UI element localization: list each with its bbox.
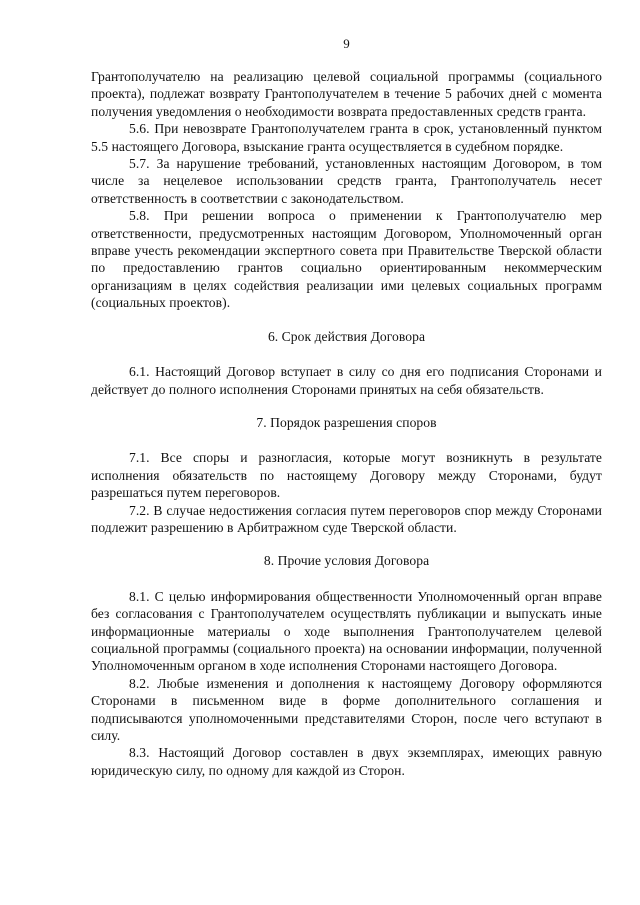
paragraph-7-1: 7.1. Все споры и разногласия, которые могут возникнуть в результате исполнения обязательств по настоящему Договору между Сторонами, будут разрешаться путем переговоров. <box>91 450 602 501</box>
paragraph-8-2: 8.2. Любые изменения и дополнения к настоящему Договору оформляются Сторонами в письменном виде в форме дополнительного соглашения и подписываются уполномоченными представителями Сторон, после чего вступают в силу. <box>91 675 602 743</box>
section-heading-7: 7. Порядок разрешения споров <box>256 414 437 430</box>
document-body <box>91 68 602 779</box>
paragraph-7-2: 7.2. В случае недостижения согласия путем переговоров спор между Сторонами подлежит разрешению в Арбитражном суде Тверской области. <box>91 502 602 535</box>
paragraph-6-1: 6.1. Настоящий Договор вступает в силу со дня его подписания Сторонами и действует до полного исполнения Сторонами принятых на себя обязательств. <box>91 364 602 397</box>
paragraph-8-1: 8.1. С целью информирования общественности Уполномоченный орган вправе без согласования с Грантополучателем осуществлять публикации и выпускать иные информационные материалы о ходе выполнения Грантополучателем целевой социальной программы (социального проекта) на основании информации, полученной Уполномоченным органом в ходе исполнения Сторонами настоящего Договора. <box>91 588 602 674</box>
paragraph-5-7: 5.7. За нарушение требований, установленных настоящим Договором, в том числе за нецелевое использовании средств гранта, Грантополучатель несет ответственность в соответствии с законодательством. <box>91 156 602 206</box>
paragraph-5-5-continuation: Грантополучателю на реализацию целевой социальной программы (социального проекта), подлежат возврату Грантополучателем в течение 5 рабочих дней с момента получения уведомления о необходимости возврата предоставленных средств гранта. <box>91 69 602 119</box>
paragraph-5-8: 5.8. При решении вопроса о применении к Грантополучателю мер ответственности, предусмотренных настоящим Договором, Уполномоченный орган вправе учесть рекомендации экспертного совета при Правительстве Тверской области по предоставлению грантов социально ориентированным некоммерческим организациям в целях содействия реализации ими целевых социальных программ (социальных проектов). <box>91 208 602 311</box>
paragraph-8-3: 8.3. Настоящий Договор составлен в двух экземплярах, имеющих равную юридическую силу, по одному для каждой из Сторон. <box>91 745 602 778</box>
page-number: 9 <box>343 36 350 51</box>
section-heading-8: 8. Прочие условия Договора <box>263 553 430 569</box>
section-heading-6: 6. Срок действия Договора <box>267 328 426 344</box>
paragraph-5-6: 5.6. При невозврате Грантополучателем гранта в срок, установленный пунктом 5.5 настоящего Договора, взыскание гранта осуществляется в судебном порядке. <box>91 121 602 154</box>
